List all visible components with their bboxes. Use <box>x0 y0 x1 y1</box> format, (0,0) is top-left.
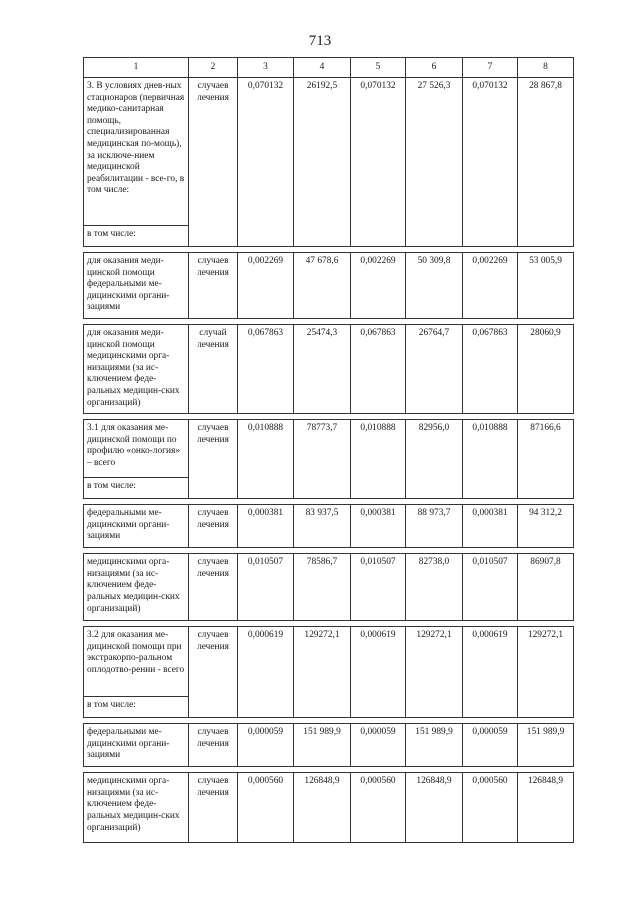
column-header: 4 <box>294 58 351 78</box>
table-row <box>84 324 574 413</box>
row-value: 0,000560 <box>463 773 518 843</box>
column-header: 7 <box>463 58 518 78</box>
row-value: 82956,0 <box>406 420 463 499</box>
row-unit: случаев лечения <box>189 773 238 843</box>
row-description: федеральными ме-дицинскими органи-зациями <box>84 505 189 548</box>
row-value: 88 973,7 <box>406 505 463 548</box>
row-value: 0,070132 <box>463 78 518 247</box>
table-row <box>84 554 574 621</box>
page-number: 713 <box>308 33 332 49</box>
row-value: 0,010507 <box>238 554 294 621</box>
column-header: 6 <box>406 58 463 78</box>
row-value: 0,000381 <box>238 505 294 548</box>
row-unit: случаев лечения <box>189 253 238 319</box>
row-value: 0,070132 <box>351 78 406 247</box>
row-description: для оказания меди-цинской помощи медицинскими орга-низациями (за ис-ключением феде-ральных медицин-ских организаций) <box>84 324 189 413</box>
row-value: 27 526,3 <box>406 78 463 247</box>
row-value: 28 867,8 <box>518 78 574 247</box>
table-row <box>84 253 574 319</box>
row-value: 129272,1 <box>294 627 351 718</box>
row-value: 0,000381 <box>463 505 518 548</box>
row-value: 0,000619 <box>351 627 406 718</box>
row-unit: случаев лечения <box>189 505 238 548</box>
row-value: 50 309,8 <box>406 253 463 319</box>
row-value: 83 937,5 <box>294 505 351 548</box>
row-value: 0,000560 <box>238 773 294 843</box>
row-value: 0,010888 <box>351 420 406 499</box>
row-value: 0,010888 <box>463 420 518 499</box>
row-value: 94 312,2 <box>518 505 574 548</box>
row-value: 151 989,9 <box>518 724 574 767</box>
row-value: 28060,9 <box>518 324 574 413</box>
row-value: 0,067863 <box>238 324 294 413</box>
row-value: 126848,9 <box>518 773 574 843</box>
row-value: 0,000619 <box>238 627 294 718</box>
row-value: 0,002269 <box>351 253 406 319</box>
row-value: 126848,9 <box>294 773 351 843</box>
row-value: 86907,8 <box>518 554 574 621</box>
row-value: 0,000560 <box>351 773 406 843</box>
row-unit: случаев лечения <box>189 554 238 621</box>
row-value: 0,067863 <box>463 324 518 413</box>
row-value: 0,000619 <box>463 627 518 718</box>
row-subheading: в том числе: <box>84 478 189 499</box>
row-description: для оказания меди-цинской помощи федеральными ме-дицинскими органи-зациями <box>84 253 189 319</box>
row-value: 151 989,9 <box>294 724 351 767</box>
table-row <box>84 78 574 226</box>
column-header: 2 <box>189 58 238 78</box>
row-description: федеральными ме-дицинскими органи-зациями <box>84 724 189 767</box>
row-value: 129272,1 <box>406 627 463 718</box>
table-row <box>84 505 574 548</box>
table-row <box>84 420 574 478</box>
row-value: 47 678,6 <box>294 253 351 319</box>
column-header: 1 <box>84 58 189 78</box>
row-unit: случай лечения <box>189 324 238 413</box>
table-row <box>84 773 574 843</box>
row-description: медицинскими орга-низациями (за ис-ключением феде-ральных медицин-ских организаций) <box>84 773 189 843</box>
row-value: 0,010888 <box>238 420 294 499</box>
row-value: 151 989,9 <box>406 724 463 767</box>
row-value: 25474,3 <box>294 324 351 413</box>
row-value: 0,000059 <box>463 724 518 767</box>
row-unit: случаев лечения <box>189 78 238 247</box>
row-value: 82738,0 <box>406 554 463 621</box>
row-description: 3.1 для оказания ме-дицинской помощи по профилю «онко-логия» – всего <box>84 420 189 478</box>
header-row <box>84 58 574 78</box>
row-value: 0,070132 <box>238 78 294 247</box>
column-header: 8 <box>518 58 574 78</box>
data-table <box>83 57 574 843</box>
row-value: 87166,6 <box>518 420 574 499</box>
row-subheading: в том числе: <box>84 697 189 718</box>
row-value: 26764,7 <box>406 324 463 413</box>
row-value: 0,010507 <box>463 554 518 621</box>
row-unit: случаев лечения <box>189 724 238 767</box>
row-value: 0,000059 <box>238 724 294 767</box>
row-subheading: в том числе: <box>84 226 189 247</box>
row-unit: случаев лечения <box>189 627 238 718</box>
row-description: 3.2 для оказания ме-дицинской помощи при экстракорпо-ральном оплодотво-рении - всего <box>84 627 189 697</box>
row-value: 78773,7 <box>294 420 351 499</box>
row-value: 0,002269 <box>463 253 518 319</box>
row-value: 0,000059 <box>351 724 406 767</box>
column-header: 5 <box>351 58 406 78</box>
row-description: медицинскими орга-низациями (за ис-ключением феде-ральных медицин-ских организаций) <box>84 554 189 621</box>
row-value: 0,067863 <box>351 324 406 413</box>
row-value: 0,000381 <box>351 505 406 548</box>
row-value: 0,010507 <box>351 554 406 621</box>
row-value: 78586,7 <box>294 554 351 621</box>
row-value: 126848,9 <box>406 773 463 843</box>
row-description: 3. В условиях днев-ных стационаров (первичная медико-санитарная помощь, специализированная медицинская по-мощь), за исключе-нием медицинской реабилитации - все-го, в том числе: <box>84 78 189 226</box>
row-value: 53 005,9 <box>518 253 574 319</box>
row-value: 129272,1 <box>518 627 574 718</box>
row-value: 26192,5 <box>294 78 351 247</box>
column-header: 3 <box>238 58 294 78</box>
table-row <box>84 627 574 697</box>
row-value: 0,002269 <box>238 253 294 319</box>
table-row <box>84 724 574 767</box>
row-unit: случаев лечения <box>189 420 238 499</box>
